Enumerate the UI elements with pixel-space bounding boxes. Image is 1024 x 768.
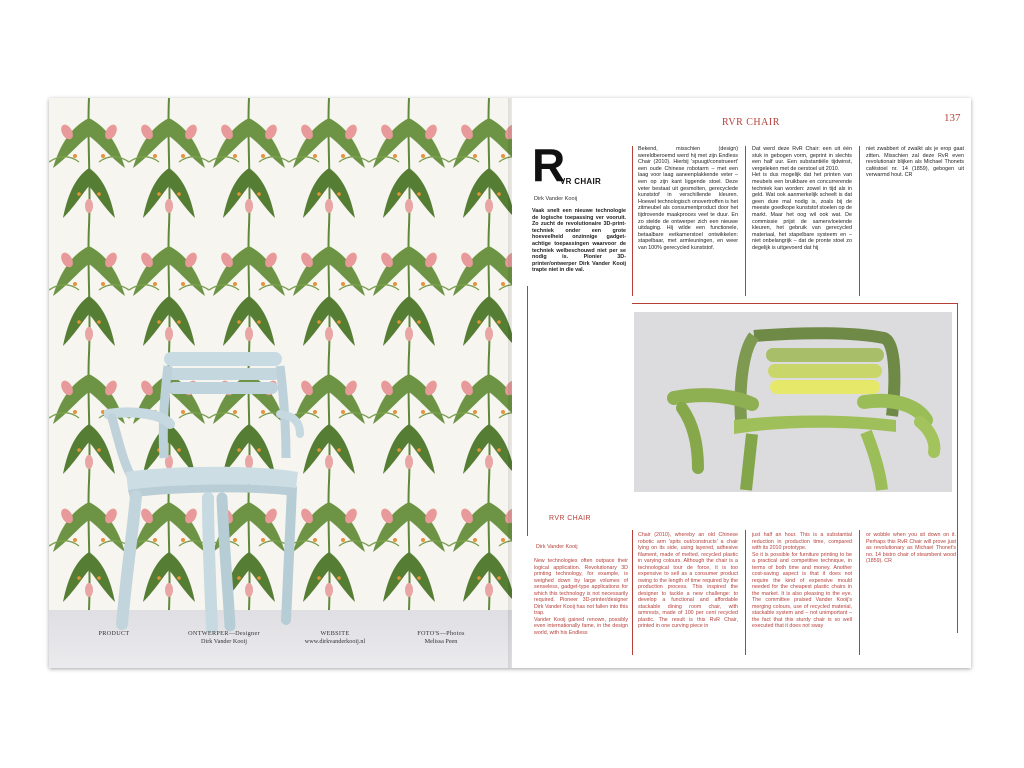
magazine-spread <box>49 98 971 668</box>
dutch-intro: Vaak snelt een nieuwe technologie de logische toepassing ver vooruit. Zo zucht de revolutionaire 3D-print-techniek onder een grote hoeveelheid onzinnige gadget-achtige toepassingen waarvoor de techniek welbeschouwd niet per se nodig is. Pionier 3D-printer/ontwerper Dirk Vander Kooij trapte niet in die val. <box>532 208 626 274</box>
article-headline: VR CHAIR <box>560 177 602 186</box>
page-number: 137 <box>944 112 961 124</box>
column-rule <box>745 530 746 655</box>
rvr-chair-green-image <box>634 312 952 492</box>
english-column-4: or wobble when you sit down on it. Perhaps this RvR Chair will prove just as revolutionary as Michael Thonet's no. 14 bistro chair of steambent wood (1859). CR <box>866 532 956 564</box>
english-column-1: New technologies often outpace their logical application. Revolutionary 3D printing technology, for example, is weighed down by large volumes of senseless, gadget-type applications for which this technology is not necessarily required. Pioneer 3D-printer/designer Dirk Vander Kooij has not fallen into this trap. Vander Kooij gained renown, possibly even internationally fame, in the design world, with his Endless <box>534 558 628 636</box>
running-title: RVR CHAIR <box>722 117 780 128</box>
frame-rule-right <box>957 303 958 633</box>
credit-website <box>285 630 385 646</box>
frame-rule-top <box>632 303 958 304</box>
english-column-3: just half an hour. This is a substantial reduction in production time, compared with its 2010 prototype. So it is possible for furniture printing to be a practical and competitive technique, in terms of both time and money. Another cost-saving aspect is that it does not require the kind of expensive mould needed for the cheapest plastic chairs in the market. It is also pleasing to the eye. The committee praised Vander Kooij's merging colours, use of recycled material, stackable system and – not unimportant – the fact that this sturdy chair is so well executed that it does not sway <box>752 532 852 629</box>
credit-designer <box>179 630 269 646</box>
column-rule <box>745 146 746 296</box>
dutch-column-3: Dat werd deze RvR Chair: een uit één stuk in gebogen vorm, geprint in slechts een half uur. Een substantiële tijdwinst, vergeleken met de oerstoel uit 2010. Het is dus mogelijk dat het printen van meubels een bruikbare en concurrerende techniek kan worden: zowel in tijd als in geld. Wat ook aanmerkelijk scheelt is dat geen dure mal nodig is, zoals bij de meeste goedkope kunststof stoelen op de markt. Maar het oog wil ook wat. De commissie prijst de samenvloeiende kleuren, het gebruik van gerecycled materiaal, het stapelbare systeem en – niet onbelangrijk – dat de pronte stoel zo degelijk is uitgevoerd dat hij <box>752 146 852 251</box>
left-page <box>49 98 512 668</box>
credit-key: WEBSITE <box>320 630 350 637</box>
column-rule <box>859 146 860 296</box>
rvr-chair-light-blue-image <box>104 348 304 633</box>
credit-key: ONTWERPER—Designer <box>188 630 260 637</box>
frame-rule-left <box>527 286 528 536</box>
column-rule <box>632 530 633 655</box>
credit-key: PRODUCT <box>98 630 130 637</box>
credit-key: FOTO'S—Photos <box>417 630 465 637</box>
english-column-2: Chair (2010), whereby an old Chinese robotic arm 'spits out/constructs' a chair lying on its side, using layered, adhesive filament, made of melted, recycled plastic in varying colours. Although the chair is a technological tour de force, it is too expensive to sell as a consumer product owing to the length of time required by the production process. This inspired the designer to tackle a new challenge: to develop a functional and affordable stackable dining room chair, with armrests, made of 100 per cent recycled plastic. The result is this RvR Chair, printed in one curving piece in <box>638 532 738 629</box>
credit-product <box>89 630 139 638</box>
drop-cap: R <box>532 139 566 191</box>
english-byline: Dirk Vander Kooij <box>536 544 578 550</box>
credit-value: Dirk Vander Kooij <box>201 638 247 645</box>
dutch-column-4: niet zwabbert of zwalkt als je erop gaat zitten. Misschien zal deze RvR even revolutionair blijken als Michael Thonets caféstoel nr. 14 (1859), gebogen uit verwarmd hout. CR <box>866 146 964 179</box>
rvr-chair-green-photo <box>634 312 952 492</box>
right-page <box>512 98 971 668</box>
dutch-column-2: Bekend, misschien (design) wereldberoemd werd hij met zijn Endless Chair (2010). Hierbij 'spuugt/construeert' een oude Chinese robotarm – met een laag voor laag aaneenplakkende veter – een op zijn kant liggende stoel. Deze veter bestaat uit gesmolten, gerecyclede kunststof in verschillende kleuren. Hoewel technologisch onovertroffen is het zitmeubel als consumentproduct door het tijdrovende maakproces veel te duur. En zo stelde de ontwerper zich een nieuwe uitdaging. Hij wilde een functionele, betaalbare eetkamerstoel ontwikkelen: stapelbaar, met armleuningen, en weer van 100% gerecycled kunststof. <box>638 146 738 251</box>
credit-value: www.dirkvanderkooij.nl <box>304 638 366 645</box>
english-title: RVR CHAIR <box>549 515 591 522</box>
credit-value: Melissa Peen <box>424 638 458 645</box>
credits-bar <box>49 628 512 658</box>
credit-photos <box>401 630 481 646</box>
article-byline: Dirk Vander Kooij <box>534 196 578 202</box>
column-rule <box>859 530 860 655</box>
column-rule <box>632 146 633 296</box>
